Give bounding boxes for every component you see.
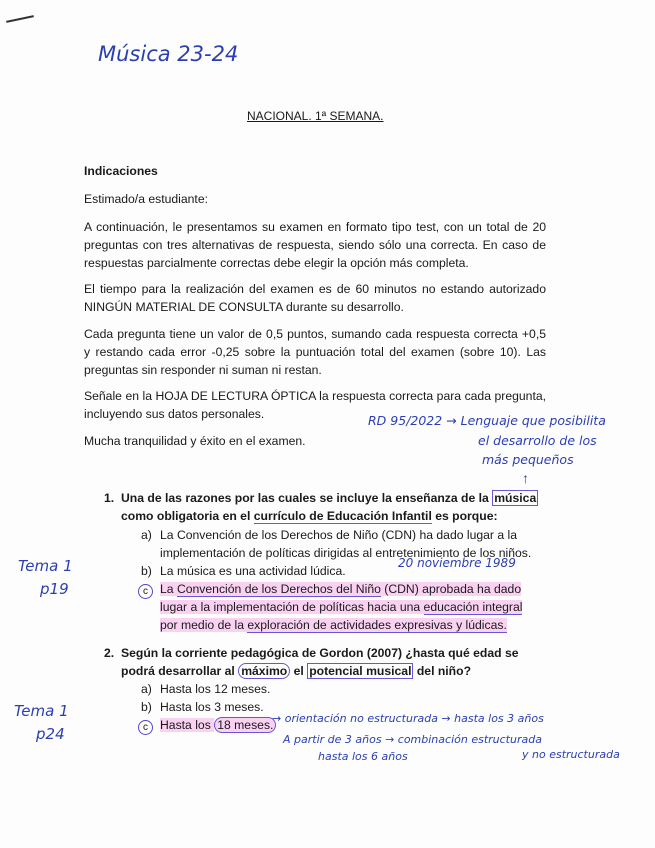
q2-c-text-a: Hasta los: [160, 718, 215, 732]
margin-note-tema-b: Tema 1: [14, 702, 69, 720]
q1-c-text-1c: (CDN) aprobada ha dado: [380, 582, 522, 596]
q2-option-a-text: Hasta los 12 meses.: [160, 682, 271, 696]
closing-line: Mucha tranquilidad y éxito en el examen.: [84, 434, 306, 448]
q1-option-a-letter[interactable]: a): [141, 528, 152, 542]
margin-note-page-b: p24: [36, 725, 65, 743]
q1-text-e: es porque:: [431, 509, 498, 523]
arrow-up-icon: ↑: [522, 470, 529, 486]
handwritten-title: Música 23-24: [98, 42, 239, 66]
q1-option-a-line-1: La Convención de los Derechos de Niño (CDN) ha dado lugar a la: [160, 528, 518, 542]
instructions-para-4: Señale en la HOJA DE LECTURA ÓPTICA la respuesta correcta para cada pregunta, incluyendo sus datos personales.: [84, 389, 546, 421]
q1-option-c-line-1: [160, 580, 521, 598]
q2-option-a-letter[interactable]: a): [141, 682, 152, 696]
margin-note-tema-a: Tema 1: [18, 557, 73, 575]
q1-option-b-letter[interactable]: b): [141, 564, 152, 578]
q1-c-keyword-cdn: Convención de los Derechos del Niño: [176, 582, 381, 596]
q1-keyword-curriculo: currículo de Educación Infantil: [253, 509, 432, 523]
gordon-note-line-1: → orientación no estructurada → hasta los 3 años: [272, 712, 544, 725]
q1-c-text-2: lugar a la implementación de políticas hacia una: [160, 600, 424, 614]
margin-note-page-a: p19: [40, 580, 69, 598]
selected-circle-icon: c: [138, 584, 153, 599]
rd-note-line-2: el desarrollo de los: [478, 433, 597, 448]
q2-option-c-text: [160, 716, 276, 734]
q2-text-d: el: [290, 664, 308, 678]
selected-circle-icon: c: [138, 720, 153, 735]
corner-scribble: [6, 15, 34, 23]
q2-option-b-text: Hasta los 3 meses.: [160, 700, 264, 714]
gordon-note-line-4: y no estructurada: [522, 748, 620, 761]
q1-option-c-line-2: [160, 598, 522, 616]
q1-text-line-1: [121, 489, 538, 507]
q1-c-keyword-exploracion: exploración de actividades expresivas y lúdicas.: [247, 618, 507, 632]
q1-text-line-2: [121, 507, 498, 525]
gordon-note-line-3: hasta los 6 años: [318, 750, 408, 763]
q2-keyword-maximo: máximo: [238, 663, 290, 679]
q1-keyword-musica: música: [494, 491, 537, 505]
instructions-heading: Indicaciones: [84, 164, 158, 178]
q2-option-b-letter[interactable]: b): [141, 700, 152, 714]
q1-option-c-letter[interactable]: [138, 580, 155, 599]
q1-text-c: como obligatoria en el: [121, 509, 254, 523]
q1-c-keyword-educacion: educación integral: [423, 600, 523, 614]
rd-note-line-3: más pequeños: [482, 452, 574, 467]
instructions-para-3: Cada pregunta tiene un valor de 0,5 puntos, sumando cada respuesta correcta +0,5 y restando cada error -0,25 sobre la puntuación total del examen (sobre 10). Las preguntas sin responder ni suman ni restan.: [84, 327, 546, 377]
gordon-note-line-2: A partir de 3 años → combinación estructurada: [283, 733, 542, 746]
q2-text-line-2: [121, 662, 471, 680]
q1-text-a: Una de las razones por las cuales se incluye la enseñanza de la: [121, 491, 493, 505]
instructions-para-1: A continuación, le presentamos su examen en formato tipo test, con un total de 20 preguntas con tres alternativas de respuesta, siendo sólo una correcta. En caso de respuestas parcialmente correctas debe elegir la opción más completa.: [84, 220, 546, 270]
q2-text-f: del niño?: [413, 664, 472, 678]
greeting: Estimado/a estudiante:: [84, 192, 208, 206]
q1-option-b-text: La música es una actividad lúdica.: [160, 564, 346, 578]
q2-text-b: podrá desarrollar al: [121, 664, 239, 678]
q1-c-text-3a: por medio de la: [160, 618, 248, 632]
q2-text-line-1: Según la corriente pedagógica de Gordon (2007) ¿hasta qué edad se: [121, 646, 519, 660]
q1-option-c-line-3: [160, 616, 507, 634]
rd-note-line-1: RD 95/2022 → Lenguaje que posibilita: [368, 413, 606, 428]
q2-number: 2.: [104, 646, 115, 660]
q1-c-text-1a: La: [160, 582, 177, 596]
instructions-para-2: El tiempo para la realización del examen es de 60 minutos no estando autorizado NINGÚN MATERIAL DE CONSULTA durante su desarrollo.: [84, 282, 546, 314]
q2-keyword-potencial: potencial musical: [309, 664, 412, 678]
q2-c-keyword-18-meses: 18 meses.: [214, 717, 276, 733]
exam-header: NACIONAL. 1ª SEMANA.: [247, 109, 384, 123]
q1-option-a-line-2: implementación de políticas dirigidas al entretenimiento de los niños.: [160, 546, 532, 560]
q1-number: 1.: [104, 491, 115, 505]
cdn-date-note: 20 noviembre 1989: [398, 556, 516, 570]
q2-option-c-letter[interactable]: [138, 716, 155, 735]
